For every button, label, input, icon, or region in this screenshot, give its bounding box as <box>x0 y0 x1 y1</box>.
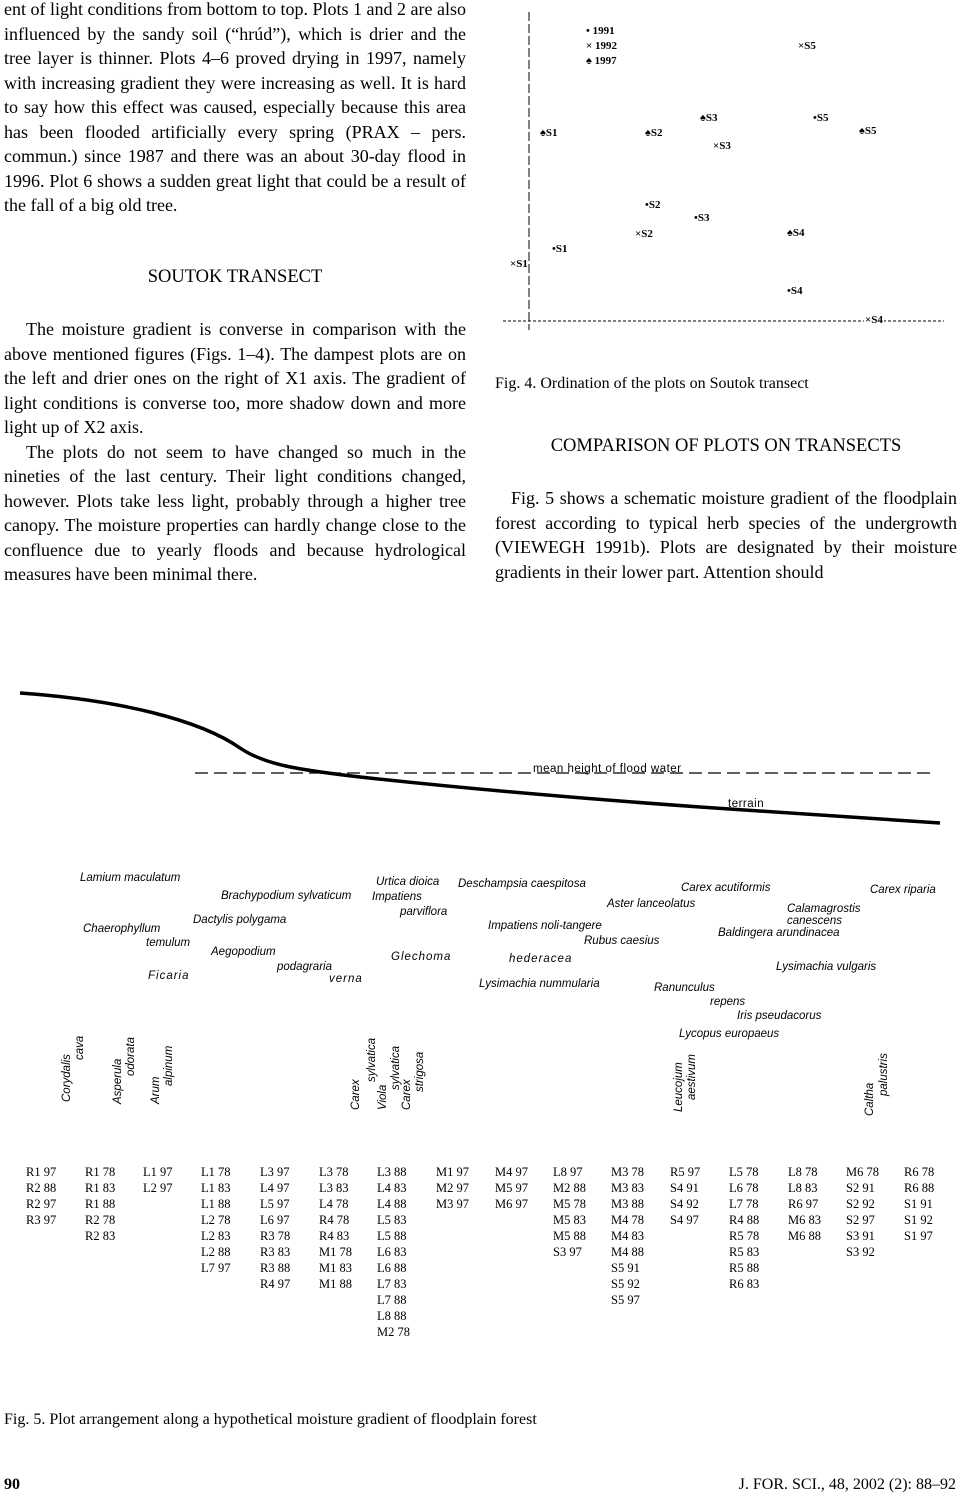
right-paragraph: Fig. 5 shows a schematic moisture gradient of the floodplain forest according to typical herb species of the undergrowth (VIEWEGH 1991b). Plots are designated by their moisture gradients in their lower part. Attention should <box>495 488 957 582</box>
plot-column-1: R1 97 R2 88 R2 97 R3 97 <box>26 1165 57 1227</box>
point-1991-s4: •S4 <box>787 285 803 297</box>
journal-citation: J. FOR. SCI., 48, 2002 (2): 88–92 <box>738 1476 956 1493</box>
species-iris: Iris pseudacorus <box>737 1010 822 1022</box>
point-1992-s3: ×S3 <box>713 140 731 152</box>
species-chaerophyllum: Chaerophyllum <box>83 923 161 935</box>
flood-water-label: mean height of flood water <box>533 763 682 775</box>
fig5-caption: Fig. 5. Plot arrangement along a hypothetical moisture gradient of floodplain forest <box>4 1411 537 1428</box>
species-rubus: Rubus caesius <box>584 935 660 947</box>
species-ficaria: Ficaria <box>148 970 190 982</box>
species-carex-acutiformis: Carex acutiformis <box>681 882 771 894</box>
plot-column-3: L1 97 L2 97 <box>143 1165 173 1195</box>
species-baldingera: Baldingera arundinacea <box>718 927 840 939</box>
soutok-transect-heading: SOUTOK TRANSECT <box>147 267 323 287</box>
legend-1992: × 1992 <box>586 40 618 52</box>
point-1992-s2: ×S2 <box>635 228 653 240</box>
point-1991-s1: •S1 <box>552 243 568 255</box>
species-carex-riparia: Carex riparia <box>870 884 936 896</box>
terrain-line <box>20 693 940 823</box>
point-1997-s2: ♠S2 <box>645 127 663 139</box>
vspecies-carex: Carex <box>350 1079 362 1110</box>
species-calamagrostis: Calamagrostis <box>787 903 861 915</box>
fig4-axes <box>500 0 960 340</box>
vspecies-carex-2: Carex <box>401 1079 413 1110</box>
species-temulum: temulum <box>146 937 191 949</box>
species-impatiens: Impatiens <box>372 891 422 903</box>
vspecies-palustris: palustris <box>878 1053 890 1096</box>
point-1997-s5: ♠S5 <box>859 125 877 137</box>
species-deschampsia: Deschampsia caespitosa <box>458 878 586 890</box>
vspecies-caltha: Caltha <box>864 1082 876 1116</box>
vspecies-leucojum: Leucojum <box>673 1062 685 1112</box>
plot-column-7: L3 88 L4 83 L4 88 L5 83 L5 88 L6 83 L6 88 L7 83 L7 88 L8 88 M2 78 <box>377 1165 410 1339</box>
plot-column-16: R6 78 R6 88 S1 91 S1 92 S1 97 <box>904 1165 935 1243</box>
point-1997-s1: ♠S1 <box>540 127 558 139</box>
plot-column-2: R1 78 R1 83 R1 88 R2 78 R2 83 <box>85 1165 116 1243</box>
comparison-heading: COMPARISON OF PLOTS ON TRANSECTS <box>550 436 902 456</box>
species-lamium: Lamium maculatum <box>80 872 181 884</box>
point-1997-s4: ♠S4 <box>787 227 805 239</box>
left-paragraph-1: ent of light conditions from bottom to top. Plots 1 and 2 are also influenced by the sandy soil (“hrúd”), which is drier and the tree layer is thinner. Plots 4–6 proved drying in 1997, namely with increasing gradient they were increasing as well. It is hard to say how this effect was caused, especially because this area has been flooded artificially every spring (PRAX – pers. commun.) since 1987 and there was an about 30-day flood in 1996. Plot 6 shows a sudden great light that could be a result of the fall of a big old tree. <box>4 0 466 215</box>
species-lycopus: Lycopus europaeus <box>679 1028 780 1040</box>
species-hederacea: hederacea <box>509 953 573 965</box>
vspecies-asperula: Asperula <box>112 1058 124 1104</box>
species-lysimachia-nummularia: Lysimachia nummularia <box>479 978 600 990</box>
species-brachypodium: Brachypodium sylvaticum <box>221 890 352 902</box>
plot-column-8: M1 97 M2 97 M3 97 <box>436 1165 469 1211</box>
species-glechoma: Glechoma <box>391 951 452 963</box>
plot-column-13: L5 78 L6 78 L7 78 R4 88 R5 78 R5 83 R5 88 R6 83 <box>729 1165 760 1291</box>
species-canescens: canescens <box>787 915 842 927</box>
plot-column-4: L1 78 L1 83 L1 88 L2 78 L2 83 L2 88 L7 97 <box>201 1165 231 1275</box>
fig5-profile <box>0 680 960 880</box>
plot-column-5: L3 97 L4 97 L5 97 L6 97 R3 78 R3 83 R3 88 R4 97 <box>260 1165 291 1291</box>
point-1997-s3: ♠S3 <box>700 112 718 124</box>
vspecies-cava: cava <box>74 1035 86 1060</box>
species-dactylis: Dactylis polygama <box>193 914 287 926</box>
plot-column-14: L8 78 L8 83 R6 97 M6 83 M6 88 <box>788 1165 821 1243</box>
vspecies-viola: Viola <box>377 1084 389 1110</box>
species-lysimachia-vulgaris: Lysimachia vulgaris <box>776 961 877 973</box>
plot-column-10: L8 97 M2 88 M5 78 M5 83 M5 88 S3 97 <box>553 1165 586 1259</box>
plot-column-12: R5 97 S4 91 S4 92 S4 97 <box>670 1165 701 1227</box>
species-aster: Aster lanceolatus <box>607 898 696 910</box>
plot-column-15: M6 78 S2 91 S2 92 S2 97 S3 91 S3 92 <box>846 1165 879 1259</box>
species-repens: repens <box>710 996 746 1008</box>
vspecies-strigosa: strigosa <box>414 1051 426 1092</box>
vspecies-corydalis: Corydalis <box>61 1054 73 1102</box>
species-aegopodium: Aegopodium <box>211 946 276 958</box>
fig4-caption: Fig. 4. Ordination of the plots on Soutok transect <box>495 375 809 392</box>
species-verna: verna <box>329 973 363 985</box>
point-1992-s4: ×S4 <box>865 314 883 326</box>
vspecies-aestivum: aestivum <box>686 1053 698 1100</box>
vspecies-sylvatica-2: sylvatica <box>390 1045 402 1090</box>
left-paragraph-2: The moisture gradient is converse in comparison with the above mentioned figures (Figs. 1–4). The dampest plots are on the left and drier ones on the right of X1 axis. The gradient of light conditions is converse too, more shadow down and more light up of X2 axis. The plots do not seem to have changed so much in the nineties of the last century. Their light conditions changed, however. Plots take less light, probably through a higher tree canopy. The moisture properties can hardly change close to the confluence due to yearly floods and because hydrological measures have been minimal there. <box>4 319 466 584</box>
species-parviflora: parviflora <box>400 906 448 918</box>
point-1991-s5: •S5 <box>813 112 829 124</box>
plot-column-11: M3 78 M3 83 M3 88 M4 78 M4 83 M4 88 S5 91 S5 92 S5 97 <box>611 1165 644 1307</box>
vspecies-arum: Arum <box>150 1076 162 1104</box>
terrain-label: terrain <box>728 798 765 810</box>
species-impatiens-noli-tangere: Impatiens noli-tangere <box>488 920 602 932</box>
vspecies-alpinum: alpinum <box>163 1045 175 1086</box>
point-1992-s5: ×S5 <box>798 40 816 52</box>
legend-1991: • 1991 <box>586 25 615 37</box>
point-1991-s3: •S3 <box>694 212 710 224</box>
point-1992-s1: ×S1 <box>510 258 528 270</box>
legend-1997: ♠ 1997 <box>586 55 617 67</box>
vspecies-sylvatica-1: sylvatica <box>366 1037 378 1082</box>
point-1991-s2: •S2 <box>645 199 661 211</box>
vspecies-odorata: odorata <box>125 1036 137 1076</box>
species-urtica: Urtica dioica <box>376 876 440 888</box>
species-ranunculus: Ranunculus <box>654 982 715 994</box>
page-number: 90 <box>4 1476 20 1493</box>
species-podagraria: podagraria <box>277 961 332 973</box>
plot-column-9: M4 97 M5 97 M6 97 <box>495 1165 528 1211</box>
plot-column-6: L3 78 L3 83 L4 78 R4 78 R4 83 M1 78 M1 83 M1 88 <box>319 1165 352 1291</box>
